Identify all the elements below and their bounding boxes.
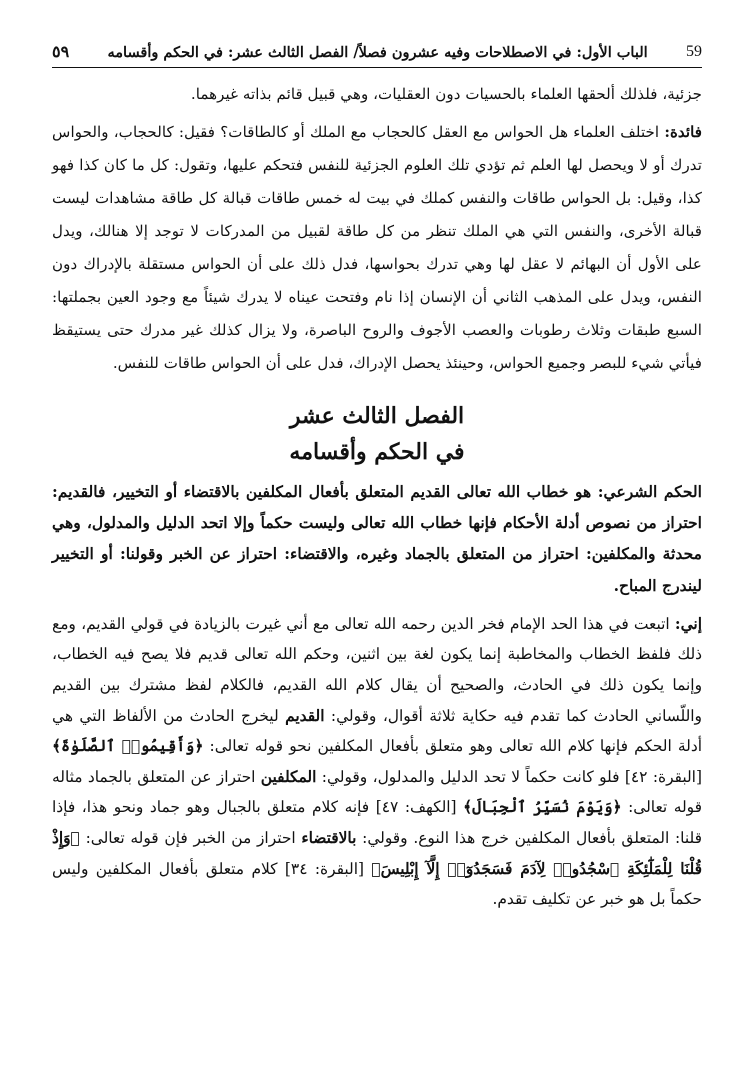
chapter-heading bbox=[52, 398, 702, 470]
verse-reference: [الكهف: ٤٧] bbox=[375, 798, 457, 817]
page-number-arabic: ٥٩ bbox=[52, 42, 70, 61]
commentary-continuation bbox=[52, 78, 702, 380]
matn-text: الحكم الشرعي: هو خطاب الله تعالى القديم المتعلق بأفعال المكلفين بالاقتضاء أو التخيير، فالقديم: احتراز من نصوص أدلة الأحكام فإنها خطاب الله تعالى وليست حكماً وإلا اتحد الدليل والمدلول، وهي محدثة والمكلفين: احتراز من المتعلق بالجماد وغيره، والاقتضاء: احتراز عن الخبر وقولنا: أو التخيير ليندرج المباح. bbox=[52, 482, 702, 595]
commentary-paragraph: إني: اتبعت في هذا الحد الإمام فخر الدين رحمه الله تعالى مع أني غيرت بالزيادة في قولي القديم، ومع ذلك فلفظ الخطاب والمخاطبة إنما يكون لغة بين اثنين، وحكم الله تعالى قديم فلا يصح فيه الخطاب، وإنما يكون ذلك في الحادث، والصحيح أن يقال كلام الله القديم، فالكلام لفظ مشترك بين القديم واللّساني الحادث كما تقدم فيه حكاية ثلاثة أقوال، وقولي: القديم ليخرج الحادث من الألفاظ التي هي أدلة الحكم فإنها كلام الله تعالى وهو متعلق بأفعال المكلفين نحو قوله تعالى: ﴿وَأَقِيمُوا۟ ٱلصَّلَوٰةَ﴾ [البقرة: ٤٢] فلو كانت حكماً لا تحد الدليل والمدلول، وقولي: المكلفين احتراز عن المتعلق بالجماد مثاله قوله تعالى: ﴿وَيَوْمَ نُسَيِّرُ ٱلْجِبَالَ﴾ [الكهف: ٤٧] فإنه كلام متعلق بالجبال وهو جماد ونحو هذا، فإذا قلنا: المتعلق بأفعال المكلفين خرج هذا النوع. وقولي: بالاقتضاء احتراز من الخبر فإن قوله تعالى: ﴿وَإِذْ قُلْنَا لِلْمَلَٰٓئِكَةِ ٱسْجُدُوا۟ لِآدَمَ فَسَجَدُوٓا۟ إِلَّآ إِبْلِيسَ﴾ [البقرة: ٣٤] كلام متعلق بأفعال المكلفين وليس حكماً بل هو خبر عن تكليف تقدم. bbox=[52, 614, 702, 909]
quran-verse: ﴿وَإِذْ قُلْنَا لِلْمَلَٰٓئِكَةِ ٱسْجُدُوا۟ لِآدَمَ فَسَجَدُوٓا۟ إِلَّآ إِبْلِيسَ﴾ bbox=[52, 828, 702, 878]
verse-reference: [البقرة: ٤٢] bbox=[624, 767, 702, 786]
running-title: الباب الأول: في الاصطلاحات وفيه عشرون فصلاً/ الفصل الثالث عشر: في الحكم وأقسامه bbox=[107, 44, 648, 61]
document-page bbox=[52, 42, 702, 915]
chapter-subtitle: في الحكم وأقسامه bbox=[289, 439, 465, 465]
page-number-latin: 59 bbox=[686, 43, 702, 60]
faida-label: فائدة: bbox=[664, 123, 702, 141]
quran-verse: ﴿وَيَوْمَ نُسَيِّرُ ٱلْجِبَالَ﴾ bbox=[463, 798, 622, 817]
chapter-title: الفصل الثالث عشر bbox=[289, 403, 465, 429]
quran-verse: ﴿وَأَقِيمُوا۟ ٱلصَّلَوٰةَ﴾ bbox=[52, 737, 204, 756]
verse-reference: [البقرة: ٣٤] bbox=[284, 859, 365, 878]
commentary-text bbox=[52, 609, 702, 915]
running-header bbox=[52, 42, 702, 68]
paragraph-carryover: جزئية، فلذلك ألحقها العلماء بالحسيات دون العقليات، وهي قبيل قائم بذاته غيرهما. bbox=[190, 85, 702, 103]
paragraph-faida: فائدة: اختلف العلماء هل الحواس مع العقل كالحجاب مع الملك أو كالطاقات؟ فقيل: كالحجاب، والحواس تدرك أو لا ويحصل لها العلم ثم تؤدي تلك العلوم الجزئية للنفس فتحكم عليها، وتقول: كل ما كان كذا فهو كذا، وقيل: بل الحواس طاقات والنفس كملك في بيت له خمس طاقات قبالة كل طاقة مشاهدات ليست قبالة الأخرى، والنفس التي هي الملك تنظر من كل طاقة لقبيل من المدركات لا توجد إلا هنالك، ويدل على الأول أن البهائم لا عقل لها وهي تدرك بحواسها، فدل ذلك على أن الحواس مستقلة بالإدراك دون النفس، ويدل على المذهب الثاني أن الإنسان إذا نام وفتحت عيناه لا يدرك شيئاً مع وجود العين بجملتها: السبع طبقات وثلاث رطوبات والعصب الأجوف والروح الباصرة، ولا يزال كذلك غير مدرك حتى يستيقظ فيأتي شيء للبصر وجميع الحواس، وحينئذ يحصل الإدراك، فدل على أن الحواس طاقات للنفس. bbox=[52, 123, 702, 372]
